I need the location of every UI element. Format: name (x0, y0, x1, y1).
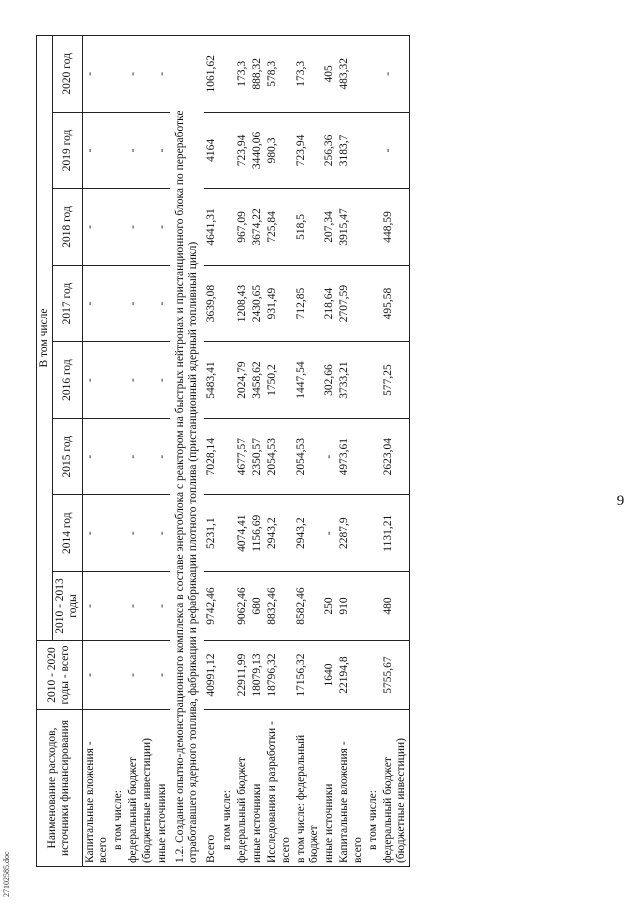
row-label: Исследования и разработки - всего (265, 710, 293, 867)
row-label: в том числе: (111, 710, 126, 867)
row-label: иные источники (322, 710, 337, 867)
cell-value: 480 (381, 572, 410, 641)
cell-value: - (155, 265, 170, 342)
cell-value: 173,3 (294, 36, 322, 113)
cell-value: 4641,31 (204, 189, 219, 266)
cell-value: 3733,21 (337, 342, 365, 419)
cell-value (366, 189, 381, 266)
funding-table (36, 35, 410, 867)
cell-value: 250 (322, 572, 337, 641)
row-label: иные источники (155, 710, 170, 867)
table-row (235, 36, 250, 867)
cell-value: - (82, 342, 111, 419)
cell-value: 3183,7 (337, 112, 365, 189)
cell-value (220, 342, 235, 419)
cell-value: 1640 (322, 641, 337, 710)
table-row (170, 36, 204, 867)
cell-value (366, 265, 381, 342)
header-2010-2013: 2010 - 2013 годы (53, 572, 82, 641)
cell-value: 18796,32 (265, 641, 293, 710)
cell-value: 218,64 (322, 265, 337, 342)
cell-value: 256,36 (322, 112, 337, 189)
cell-value: 207,34 (322, 189, 337, 266)
cell-value: 483,32 (337, 36, 365, 113)
cell-value: 9062,46 (235, 572, 250, 641)
cell-value: 7028,14 (204, 418, 219, 495)
cell-value: 518,5 (294, 189, 322, 266)
cell-value: 2943,2 (265, 495, 293, 572)
cell-value: - (82, 418, 111, 495)
cell-value: 4677,57 (235, 418, 250, 495)
cell-value: 4164 (204, 112, 219, 189)
cell-value: - (82, 265, 111, 342)
cell-value (366, 36, 381, 113)
cell-value: - (126, 189, 154, 266)
cell-value: - (82, 189, 111, 266)
cell-value: - (155, 641, 170, 710)
cell-value (220, 572, 235, 641)
cell-value: 2430,65 (250, 265, 265, 342)
cell-value (220, 418, 235, 495)
cell-value: - (155, 36, 170, 113)
cell-value: - (322, 495, 337, 572)
cell-value: 2350,57 (250, 418, 265, 495)
table-row (322, 36, 337, 867)
cell-value (366, 342, 381, 419)
cell-value: 1131,21 (381, 495, 410, 572)
cell-value: 2054,53 (294, 418, 322, 495)
cell-value: 22194,8 (337, 641, 365, 710)
cell-value: - (126, 112, 154, 189)
row-label: в том числе: (220, 710, 235, 867)
cell-value: - (82, 112, 111, 189)
row-label: федеральный бюджет (235, 710, 250, 867)
header-year: 2014 год (53, 495, 82, 572)
section-heading: 1.2. Создание опытно-демонстрационного комплекса в составе энергоблока с реактором на быстрых нейтронах и пристанционного блока по переработке отработавшего ядерного топлива, фабрикации и рефабрикации плотного топлива (пристанционный ядерный топливный цикл) (170, 36, 204, 867)
cell-value: 577,25 (381, 342, 410, 419)
cell-value: 4973,61 (337, 418, 365, 495)
cell-value: 712,85 (294, 265, 322, 342)
cell-value: - (82, 36, 111, 113)
header-in-total: В том числе (37, 36, 53, 641)
header-name-col: Наименование расходов, источники финансирования (37, 710, 83, 867)
cell-value: 40991,12 (204, 641, 219, 710)
cell-value: - (126, 572, 154, 641)
cell-value: 1156,69 (250, 495, 265, 572)
cell-value: 22911,99 (235, 641, 250, 710)
row-label: иные источники (250, 710, 265, 867)
cell-value: 1750,2 (265, 342, 293, 419)
cell-value (111, 495, 126, 572)
cell-value: 888,32 (250, 36, 265, 113)
cell-value: 17156,32 (294, 641, 322, 710)
cell-value: 3440,06 (250, 112, 265, 189)
cell-value (111, 342, 126, 419)
table-row (265, 36, 293, 867)
cell-value: 980,3 (265, 112, 293, 189)
cell-value: - (126, 265, 154, 342)
cell-value: - (381, 36, 410, 113)
row-label: Капитальные вложения - всего (82, 710, 111, 867)
header-year: 2018 год (53, 189, 82, 266)
cell-value: 2707,59 (337, 265, 365, 342)
table-row (250, 36, 265, 867)
table-row (366, 36, 381, 867)
table-row (204, 36, 219, 867)
cell-value: - (155, 112, 170, 189)
cell-value (366, 641, 381, 710)
cell-value: 3458,62 (250, 342, 265, 419)
row-label: федеральный бюджет (бюджетные инвестиции) (381, 710, 410, 867)
cell-value (111, 418, 126, 495)
cell-value: 5483,41 (204, 342, 219, 419)
header-year: 2016 год (53, 342, 82, 419)
table-row (82, 36, 111, 867)
cell-value: 680 (250, 572, 265, 641)
cell-value: 173,3 (235, 36, 250, 113)
table-row (126, 36, 154, 867)
cell-value: 4074,41 (235, 495, 250, 572)
cell-value (220, 112, 235, 189)
cell-value (366, 495, 381, 572)
header-year: 2015 год (53, 418, 82, 495)
table-row (220, 36, 235, 867)
cell-value: - (155, 342, 170, 419)
cell-value: 2287,9 (337, 495, 365, 572)
cell-value: - (126, 641, 154, 710)
cell-value (366, 112, 381, 189)
cell-value: 578,3 (265, 36, 293, 113)
cell-value: - (126, 342, 154, 419)
cell-value: 2943,2 (294, 495, 322, 572)
cell-value (220, 36, 235, 113)
cell-value: 1447,54 (294, 342, 322, 419)
cell-value (220, 265, 235, 342)
cell-value: 967,09 (235, 189, 250, 266)
cell-value: 2623,04 (381, 418, 410, 495)
table-row (111, 36, 126, 867)
cell-value: - (155, 572, 170, 641)
cell-value: 1061,62 (204, 36, 219, 113)
cell-value: 5755,67 (381, 641, 410, 710)
row-label: в том числе: федеральный бюджет (294, 710, 322, 867)
table-row (337, 36, 365, 867)
cell-value: 18079,13 (250, 641, 265, 710)
cell-value: 8582,46 (294, 572, 322, 641)
cell-value: 8832,46 (265, 572, 293, 641)
cell-value: - (322, 418, 337, 495)
cell-value: - (82, 495, 111, 572)
cell-value: 725,84 (265, 189, 293, 266)
cell-value: 9742,46 (204, 572, 219, 641)
cell-value: 2024,79 (235, 342, 250, 419)
cell-value: - (82, 641, 111, 710)
cell-value (366, 418, 381, 495)
cell-value: 910 (337, 572, 365, 641)
page-number: 9 (616, 492, 625, 509)
cell-value: 405 (322, 36, 337, 113)
header-year: 2020 год (53, 36, 82, 113)
cell-value (220, 189, 235, 266)
cell-value: - (155, 495, 170, 572)
cell-value: - (126, 418, 154, 495)
cell-value: 931,49 (265, 265, 293, 342)
table-row (294, 36, 322, 867)
row-label: Капитальные вложения - всего (337, 710, 365, 867)
cell-value: 723,94 (294, 112, 322, 189)
cell-value (111, 572, 126, 641)
cell-value: - (155, 189, 170, 266)
cell-value: 3915,47 (337, 189, 365, 266)
cell-value: 2054,53 (265, 418, 293, 495)
cell-value: - (126, 36, 154, 113)
cell-value: - (155, 418, 170, 495)
cell-value: 5231,1 (204, 495, 219, 572)
row-label: в том числе: (366, 710, 381, 867)
table-row (381, 36, 410, 867)
cell-value (366, 572, 381, 641)
cell-value: - (82, 572, 111, 641)
cell-value: 3674,22 (250, 189, 265, 266)
table-row (155, 36, 170, 867)
header-year: 2017 год (53, 265, 82, 342)
cell-value: 723,94 (235, 112, 250, 189)
cell-value (220, 495, 235, 572)
cell-value (220, 641, 235, 710)
cell-value (111, 641, 126, 710)
cell-value: 302,66 (322, 342, 337, 419)
cell-value (111, 189, 126, 266)
cell-value: 448,59 (381, 189, 410, 266)
cell-value: - (126, 495, 154, 572)
header-year: 2019 год (53, 112, 82, 189)
cell-value (111, 36, 126, 113)
header-total-col: 2010 - 2020 годы - всего (37, 641, 83, 710)
cell-value (111, 265, 126, 342)
row-label: федеральный бюджет (бюджетные инвестиции) (126, 710, 154, 867)
cell-value: - (381, 112, 410, 189)
row-label: Всего (204, 710, 219, 867)
cell-value: 1208,43 (235, 265, 250, 342)
cell-value: 495,58 (381, 265, 410, 342)
table-body (82, 36, 410, 867)
cell-value (111, 112, 126, 189)
cell-value: 3639,08 (204, 265, 219, 342)
footer-code: 27102585.doc (2, 851, 11, 897)
